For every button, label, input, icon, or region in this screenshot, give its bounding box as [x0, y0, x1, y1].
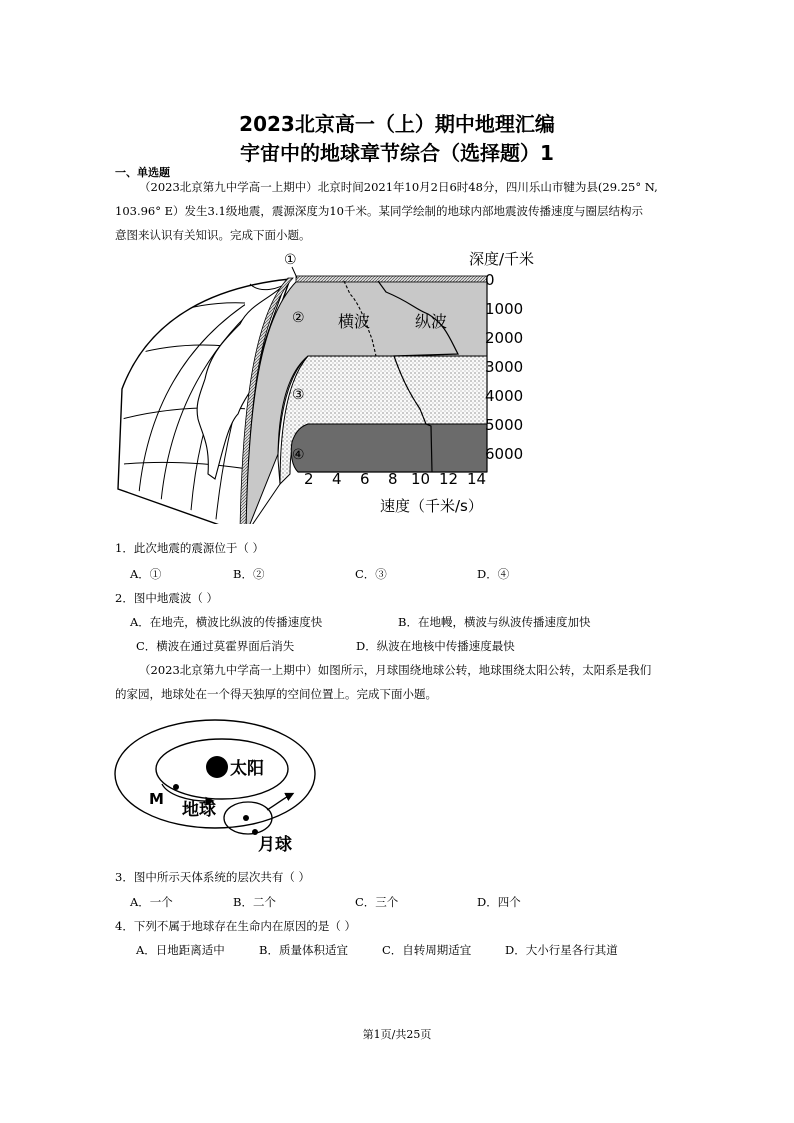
- option-d: D．纵波在地核中传播速度最快: [356, 639, 515, 653]
- option-b: B．二个: [233, 895, 276, 909]
- passage-line: 的家园，地球处在一个得天独厚的空间位置上。完成下面小题。: [115, 687, 437, 701]
- layer-marker-4: ④: [292, 447, 305, 463]
- option-a: A．一个: [130, 895, 173, 909]
- option-c: C．③: [355, 567, 387, 581]
- speed-tick: 14: [467, 470, 487, 488]
- earth-point-m: [173, 784, 179, 790]
- depth-axis-title: 深度/千米: [469, 250, 535, 268]
- sun-label: 太阳: [230, 759, 264, 779]
- earth-label: 地球: [182, 800, 216, 820]
- speed-tick: 12: [439, 470, 459, 488]
- sun-icon: [206, 756, 228, 778]
- option-b: B．质量体积适宜: [259, 943, 348, 957]
- layer-marker-1: ①: [284, 252, 297, 268]
- passage-line: 意图来认识有关知识。完成下面小题。: [115, 228, 311, 242]
- depth-tick: 0: [485, 271, 495, 289]
- option-c: C．横波在通过莫霍界面后消失: [136, 639, 295, 653]
- earth-interior-figure: [110, 244, 550, 524]
- speed-tick: 4: [332, 470, 342, 488]
- speed-tick: 10: [411, 470, 431, 488]
- document-subtitle: 宇宙中的地球章节综合（选择题）1: [240, 141, 554, 165]
- option-a: A．日地距离适中: [136, 943, 225, 957]
- option-d: D．四个: [477, 895, 521, 909]
- option-d: D．大小行星各行其道: [505, 943, 618, 957]
- passage-line: 103.96° E）发生3.1级地震，震源深度为10千米。某同学绘制的地球内部地震波传播速度与圈层结构示: [115, 204, 643, 218]
- depth-tick: 5000: [485, 416, 524, 434]
- inner-core-region: [291, 424, 487, 472]
- document-title: 2023北京高一（上）期中地理汇编: [239, 112, 555, 136]
- speed-tick: 6: [360, 470, 370, 488]
- depth-tick: 3000: [485, 358, 524, 376]
- option-a: A．①: [130, 567, 162, 581]
- depth-tick: 4000: [485, 387, 524, 405]
- p-wave-label: 纵波: [415, 312, 448, 331]
- s-wave-label: 横波: [338, 312, 371, 331]
- page-footer: 第1页/共25页: [362, 1028, 432, 1041]
- passage-earthquake: [115, 175, 687, 247]
- option-a: A．在地壳，横波比纵波的传播速度快: [130, 615, 323, 629]
- speed-axis-title: 速度（千米/s）: [380, 497, 483, 515]
- passage-line: （2023北京第九中学高一上期中）北京时间2021年10月2日6时48分，四川乐山市犍为县(29.25° N,: [139, 180, 658, 194]
- layer-marker-2: ②: [292, 310, 305, 326]
- question-1: 1．此次地震的震源位于（ ）: [115, 541, 264, 555]
- m-label: M: [149, 790, 164, 808]
- option-c: C．三个: [355, 895, 399, 909]
- question-2: 2．图中地震波（ ）: [115, 591, 218, 605]
- option-b: B．在地幔，横波与纵波传播速度加快: [398, 615, 591, 629]
- celestial-system-figure: [112, 714, 322, 859]
- question-4: 4．下列不属于地球存在生命内在原因的是（ ）: [115, 919, 356, 933]
- layer-marker-3: ③: [292, 387, 305, 403]
- speed-axis: [304, 470, 486, 515]
- option-c: C．自转周期适宜: [382, 943, 472, 957]
- question-3: 3．图中所示天体系统的层次共有（ ）: [115, 870, 310, 884]
- speed-tick: 8: [388, 470, 398, 488]
- earth-on-moon-orbit: [243, 815, 249, 821]
- section-heading: 一、单选题: [115, 166, 170, 179]
- depth-tick: 2000: [485, 329, 524, 347]
- depth-tick: 6000: [485, 445, 524, 463]
- depth-tick: 1000: [485, 300, 524, 318]
- option-b: B．②: [233, 567, 265, 581]
- passage-line: （2023北京第九中学高一上期中）如图所示，月球围绕地球公转，地球围绕太阳公转，太阳系是我们: [139, 663, 652, 677]
- crust-top-strip: [296, 276, 487, 282]
- moon-label: 月球: [258, 835, 292, 855]
- speed-tick: 2: [304, 470, 314, 488]
- passage-solar-system: [115, 658, 687, 706]
- option-d: D．④: [477, 567, 510, 581]
